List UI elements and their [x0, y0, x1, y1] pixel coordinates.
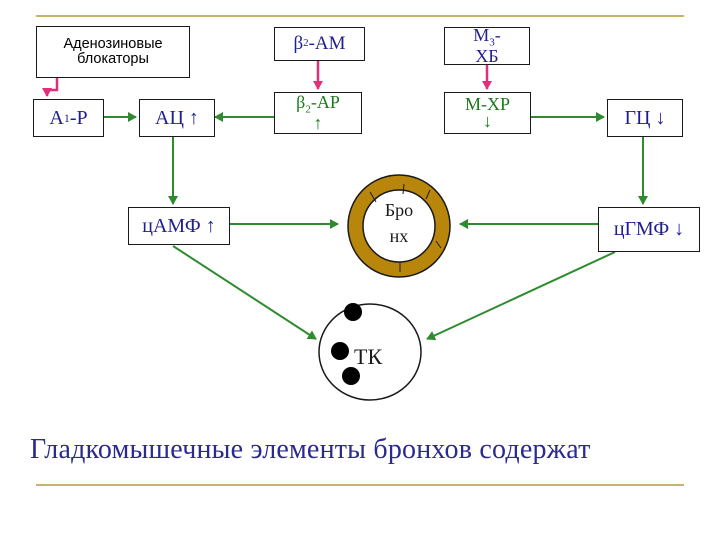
beta2-ar-line2: ↑ [313, 112, 323, 133]
cgmp-label: цГМФ ↓ [613, 218, 685, 240]
beta2-am-post: -АМ [308, 33, 346, 55]
gc-box [607, 99, 683, 137]
beta2-am-pre: β [293, 33, 304, 55]
bronchus-label [366, 197, 432, 249]
beta2-ar-box [274, 92, 362, 134]
adenosine-blockers-line2: блокаторы [77, 51, 149, 67]
beta2-ar-pre: β [296, 91, 306, 112]
ac-label: АЦ ↑ [155, 106, 199, 129]
bronchus-label-line1: Бро [384, 200, 414, 220]
m3-xb-sub: 3 [489, 36, 495, 49]
m-xr-line2: ↓ [482, 111, 492, 131]
m3-xb-line2: ХБ [475, 45, 499, 66]
m-xr-line1: М-ХР [464, 93, 510, 114]
camp-box [128, 207, 230, 245]
a1r-pre: А [49, 106, 64, 129]
beta2-ar-post: -АР [310, 91, 340, 112]
aden-to-a1r-arrow [47, 78, 57, 96]
tk-label: ТК [354, 344, 383, 369]
bronchus-label-line2: нх [389, 226, 409, 247]
gc-label: ГЦ ↓ [624, 106, 666, 129]
m3-xb-post: - [494, 24, 501, 45]
camp-to-tk-arrow [173, 246, 316, 339]
m3-xb-pre: М [473, 24, 490, 45]
beta2-ar-sub: 2 [305, 103, 311, 116]
beta2-am-sub: 2 [303, 37, 309, 50]
adenosine-blockers-line1: Аденозиновые [63, 35, 163, 52]
granule-dot [331, 342, 349, 360]
beta2-am-box [274, 27, 365, 61]
adenosine-blockers-box [36, 26, 190, 78]
cgmp-box [598, 207, 700, 252]
slide-caption: Гладкомышечные элементы бронхов содержат [30, 434, 591, 465]
a1r-box [33, 99, 104, 137]
cgmp-to-tk-arrow [427, 252, 615, 339]
a1r-sub: 1 [63, 110, 70, 125]
m-xr-box [444, 92, 531, 134]
granule-dot [344, 303, 362, 321]
camp-label: цАМФ ↑ [142, 214, 216, 237]
a1r-post: -Р [69, 106, 88, 129]
m3-xb-box [444, 24, 530, 66]
ac-box [139, 99, 215, 137]
